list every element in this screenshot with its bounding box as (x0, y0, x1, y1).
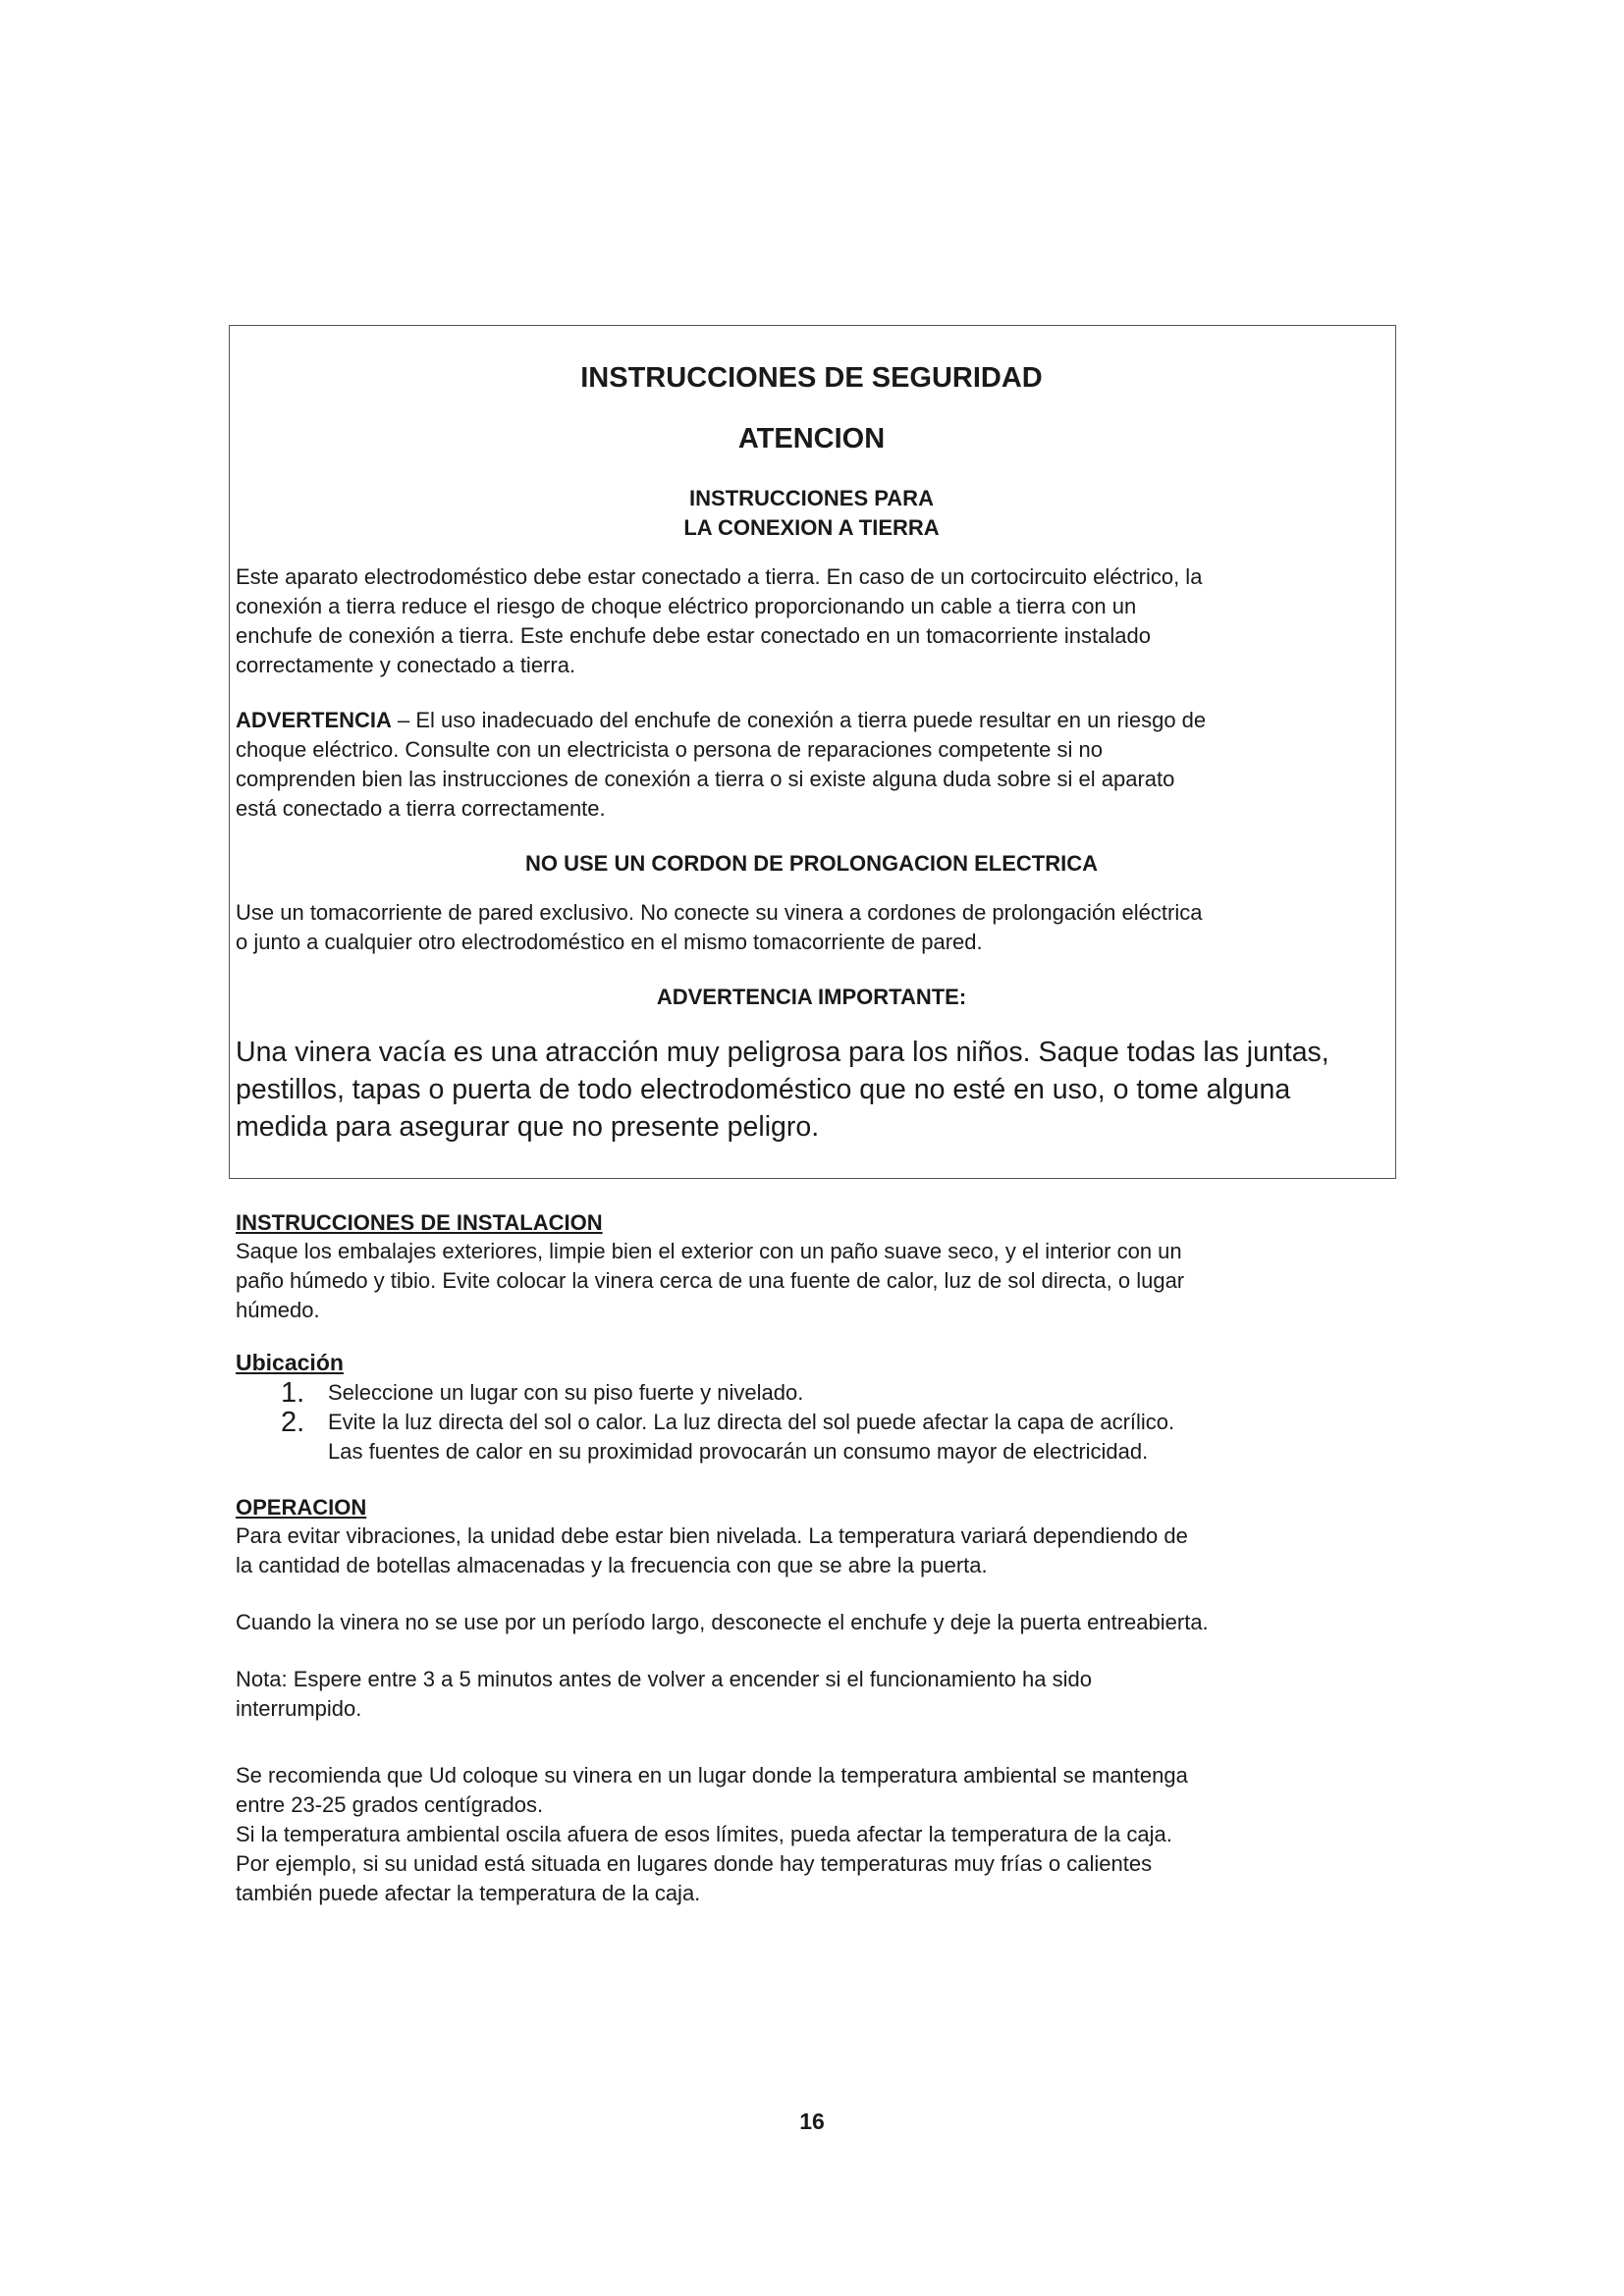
operation-paragraph (236, 1522, 1396, 1580)
text-line: Este aparato electrodoméstico debe estar conectado a tierra. En caso de un cortocircuito eléctrico, la (236, 563, 1203, 589)
text-line: húmedo. (236, 1298, 320, 1322)
text-line: Si la temperatura ambiental oscila afuera de esos límites, pueda afectar la temperatura de la caja. (236, 1822, 1172, 1846)
text-line: paño húmedo y tibio. Evite colocar la vinera cerca de una fuente de calor, luz de sol directa, o lugar (236, 1268, 1185, 1293)
list-number: 1. (281, 1377, 305, 1409)
warning-label: ADVERTENCIA (236, 707, 392, 732)
text-line: correctamente y conectado a tierra. (236, 652, 576, 677)
text-line: Por ejemplo, si su unidad está situada en lugares donde hay temperaturas muy frías o calientes (236, 1851, 1153, 1876)
extension-cord-heading: NO USE UN CORDON DE PROLONGACION ELECTRICA (524, 850, 1099, 876)
note-paragraph (236, 1665, 1396, 1724)
warning-paragraph (236, 706, 1387, 824)
operation-heading: OPERACION (236, 1495, 367, 1520)
text-line: Para evitar vibraciones, la unidad debe estar bien nivelada. La temperatura variará dependiendo de (236, 1523, 1188, 1548)
extension-cord-paragraph (236, 898, 1387, 957)
text-line: o junto a cualquier otro electrodoméstico en el mismo tomacorriente de pared. (236, 929, 983, 954)
text-line: Las fuentes de calor en su proximidad provocarán un consumo mayor de electricidad. (328, 1439, 1149, 1464)
text-line: también puede afectar la temperatura de la caja. (236, 1881, 701, 1905)
page-number: 16 (799, 2109, 825, 2134)
text-line: choque eléctrico. Consulte con un electricista o persona de reparaciones competente si no (236, 736, 1103, 762)
text-line: pestillos, tapas o puerta de todo electrodoméstico que no esté en uso, o tome alguna (236, 1073, 1291, 1105)
location-list (236, 1378, 1396, 1467)
list-item (236, 1408, 1396, 1467)
ambient-temperature-paragraph (236, 1761, 1396, 1908)
text-line: Se recomienda que Ud coloque su vinera en un lugar donde la temperatura ambiental se mantenga (236, 1763, 1188, 1788)
text-line: conexión a tierra reduce el riesgo de choque eléctrico proporcionando un cable a tierra con un (236, 593, 1137, 618)
text-line: Seleccione un lugar con su piso fuerte y nivelado. (328, 1380, 804, 1405)
installation-paragraph (236, 1237, 1396, 1325)
attention-heading: ATENCION (737, 422, 886, 454)
location-heading: Ubicación (236, 1350, 344, 1375)
text-line: Evite la luz directa del sol o calor. La luz directa del sol puede afectar la capa de acrílico. (328, 1410, 1175, 1434)
text-line: interrumpido. (236, 1696, 362, 1721)
text-line: la cantidad de botellas almacenadas y la frecuencia con que se abre la puerta. (236, 1553, 988, 1577)
text-line: entre 23-25 grados centígrados. (236, 1792, 544, 1817)
text-line: Use un tomacorriente de pared exclusivo. No conecte su vinera a cordones de prolongación eléctrica (236, 899, 1203, 925)
installation-heading: INSTRUCCIONES DE INSTALACION (236, 1210, 603, 1235)
safety-title: INSTRUCCIONES DE SEGURIDAD (580, 362, 1043, 394)
safety-instructions-box (229, 325, 1396, 1179)
instructions-section (236, 1209, 1396, 1908)
grounding-heading-line: LA CONEXION A TIERRA (683, 514, 940, 540)
text-line: medida para asegurar que no presente peligro. (236, 1110, 820, 1143)
text-line: comprenden bien las instrucciones de conexión a tierra o si existe alguna duda sobre si el aparato (236, 766, 1175, 791)
long-period-paragraph: Cuando la vinera no se use por un período largo, desconecte el enchufe y deje la puerta entreabierta. (236, 1610, 1209, 1634)
text-line: Nota: Espere entre 3 a 5 minutos antes de volver a encender si el funcionamiento ha sido (236, 1667, 1092, 1691)
text-line: Saque los embalajes exteriores, limpie bien el exterior con un paño suave seco, y el interior con un (236, 1239, 1182, 1263)
text-line: está conectado a tierra correctamente. (236, 795, 606, 821)
text-line: enchufe de conexión a tierra. Este enchufe debe estar conectado en un tomacorriente instalado (236, 622, 1151, 648)
grounding-heading (236, 484, 1387, 543)
text-line: – El uso inadecuado del enchufe de conexión a tierra puede resultar en un riesgo de (391, 707, 1207, 732)
list-item (236, 1378, 1396, 1408)
list-number: 2. (281, 1407, 305, 1438)
grounding-paragraph (236, 562, 1387, 680)
important-warning-paragraph (236, 1034, 1387, 1146)
text-line: Una vinera vacía es una atracción muy peligrosa para los niños. Saque todas las juntas, (236, 1036, 1329, 1068)
important-warning-heading: ADVERTENCIA IMPORTANTE: (656, 984, 967, 1009)
grounding-heading-line: INSTRUCCIONES PARA (689, 485, 934, 510)
